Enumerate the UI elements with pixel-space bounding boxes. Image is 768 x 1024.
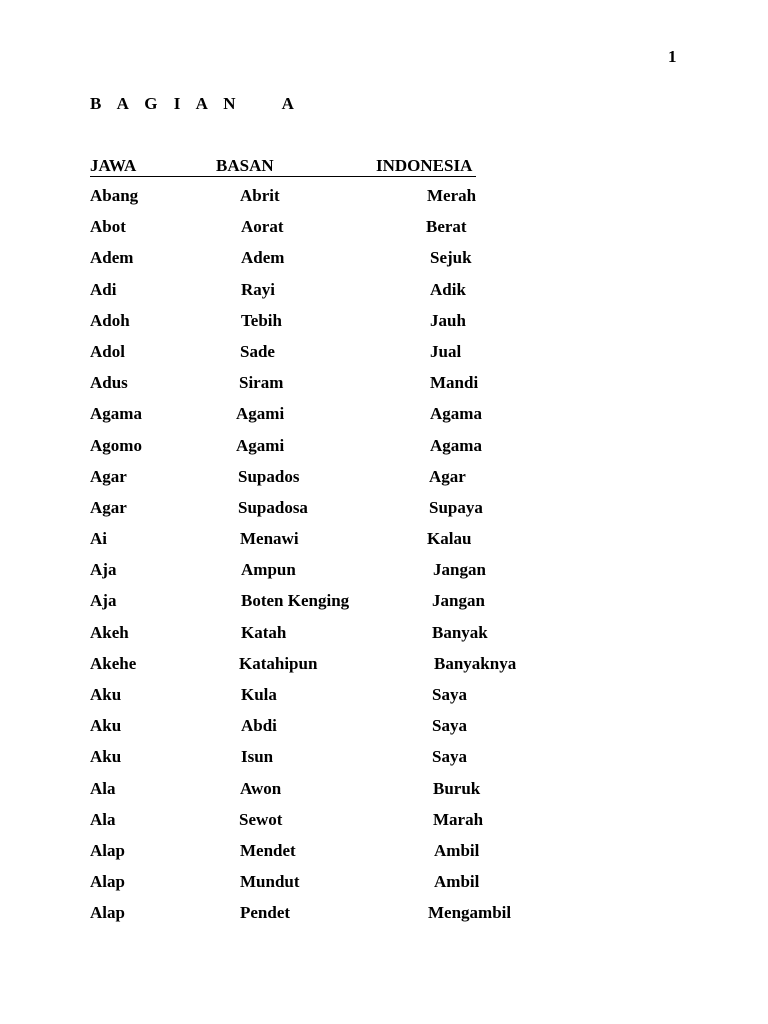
cell-indonesia: Banyak [432, 622, 488, 642]
cell-basan: Agami [236, 404, 285, 424]
cell-jawa: Abang [90, 186, 139, 205]
cell-basan: Sewot [239, 809, 283, 829]
cell-indonesia: Mengambil [428, 903, 512, 923]
cell-indonesia: Jangan [432, 591, 485, 611]
table-row [90, 436, 590, 467]
cell-indonesia: Saya [432, 716, 467, 736]
cell-indonesia: Banyaknya [434, 653, 517, 673]
cell-basan: Katah [241, 622, 287, 642]
cell-jawa: Aja [90, 560, 117, 580]
cell-indonesia: Marah [433, 809, 484, 829]
cell-indonesia: Adik [430, 279, 466, 299]
cell-jawa: Aku [90, 716, 122, 736]
cell-indonesia: Merah [427, 186, 477, 205]
cell-basan: Tebih [241, 310, 282, 330]
cell-indonesia: Saya [432, 685, 467, 704]
column-header-row [90, 156, 476, 177]
cell-basan: Isun [241, 747, 274, 767]
page-number: 1 [668, 47, 677, 66]
cell-jawa: Ala [90, 809, 116, 829]
cell-jawa: Akehe [90, 653, 137, 673]
cell-indonesia: Sejuk [430, 248, 472, 268]
table-row [90, 560, 590, 591]
table-row [90, 248, 590, 279]
cell-basan: Supados [238, 466, 300, 486]
cell-jawa: Abot [90, 217, 126, 237]
cell-indonesia: Jauh [430, 310, 466, 330]
cell-indonesia: Buruk [433, 778, 481, 798]
cell-basan: Supadosa [238, 497, 308, 517]
table-row [90, 217, 590, 248]
cell-jawa: Alap [90, 903, 125, 923]
cell-basan: Mendet [240, 840, 296, 860]
cell-basan: Mundut [240, 872, 300, 892]
table-row [90, 747, 590, 778]
table-row [90, 311, 590, 342]
table-row [90, 779, 590, 810]
table-row [90, 810, 590, 841]
table-row [90, 685, 590, 716]
column-header-indonesia: INDONESIA [376, 156, 473, 175]
table-row [90, 498, 590, 529]
cell-indonesia: Jangan [433, 560, 486, 580]
cell-basan: Ampun [241, 560, 296, 580]
cell-indonesia: Mandi [430, 373, 479, 393]
cell-indonesia: Kalau [427, 529, 472, 549]
column-header-jawa: JAWA [90, 156, 137, 175]
cell-basan: Menawi [240, 529, 299, 549]
table-row [90, 591, 590, 622]
table-row [90, 623, 590, 654]
cell-indonesia: Ambil [434, 840, 480, 860]
table-row [90, 280, 590, 311]
cell-indonesia: Agama [430, 435, 482, 455]
cell-indonesia: Jual [430, 341, 462, 361]
cell-indonesia: Supaya [429, 497, 483, 517]
cell-jawa: Ala [90, 778, 116, 798]
cell-jawa: Agomo [90, 435, 142, 455]
cell-jawa: Akeh [90, 622, 129, 642]
table-row [90, 716, 590, 747]
table-row [90, 404, 590, 435]
cell-jawa: Agar [90, 497, 127, 517]
cell-basan: Abrit [240, 186, 280, 205]
cell-basan: Sade [240, 341, 275, 361]
cell-indonesia: Agar [429, 466, 466, 486]
cell-basan: Siram [239, 373, 284, 393]
table-row [90, 373, 590, 404]
table-row [90, 654, 590, 685]
column-header-basan: BASAN [216, 156, 274, 175]
cell-indonesia: Agama [430, 404, 482, 424]
cell-jawa: Agama [90, 404, 142, 424]
cell-jawa: Adus [90, 373, 128, 393]
table-row [90, 903, 590, 934]
cell-indonesia: Berat [426, 217, 467, 237]
table-row [90, 186, 590, 217]
cell-jawa: Adi [90, 279, 117, 299]
table-row [90, 467, 590, 498]
cell-basan: Abdi [241, 716, 277, 736]
table-row [90, 342, 590, 373]
table-row [90, 872, 590, 903]
cell-basan: Rayi [241, 279, 275, 299]
cell-jawa: Aja [90, 591, 117, 611]
cell-jawa: Aku [90, 685, 122, 704]
cell-jawa: Agar [90, 466, 127, 486]
cell-indonesia: Saya [432, 747, 467, 767]
cell-basan: Kula [241, 685, 277, 704]
cell-basan: Aorat [241, 217, 284, 237]
cell-jawa: Ai [90, 529, 107, 549]
table-row [90, 841, 590, 872]
cell-jawa: Adem [90, 248, 134, 268]
table-row [90, 529, 590, 560]
vocabulary-list [90, 186, 590, 935]
cell-indonesia: Ambil [434, 872, 480, 892]
cell-jawa: Alap [90, 872, 125, 892]
cell-jawa: Aku [90, 747, 122, 767]
cell-basan: Pendet [240, 903, 291, 923]
cell-basan: Boten Kenging [241, 591, 350, 611]
cell-basan: Awon [240, 778, 282, 798]
section-title: B A G I A N A [90, 94, 300, 113]
cell-basan: Adem [241, 248, 285, 268]
cell-basan: Agami [236, 435, 285, 455]
cell-basan: Katahipun [239, 653, 318, 673]
cell-jawa: Adoh [90, 310, 130, 330]
cell-jawa: Alap [90, 840, 125, 860]
cell-jawa: Adol [90, 341, 125, 361]
